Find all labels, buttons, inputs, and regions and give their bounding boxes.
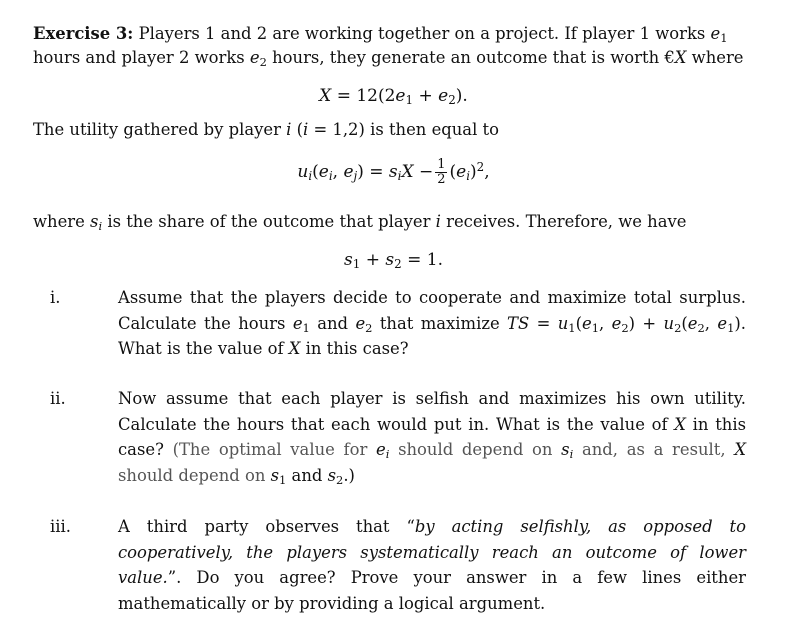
item-number-1: i. [50,288,61,307]
item-text-2: Now assume that each player is selfish and maximizes his own utility. Calculate the hours that each would put in. What is the value of X in this case? (The optimal value for $e_i$ should depend on $s_i$ and, as a result, X should depend on $s_1$ and $s_2$.) [118,389,746,487]
intro-text-a: Players 1 and 2 are working together on a project. If player 1 works [133,24,711,43]
item-text-3: A third party observes that “by acting selfishly, as opposed to cooperatively, the players systematically reach an outcome of lower value.”. Do you agree? Prove your answer in a few lines either mathematically or by providing a logical argument. [118,517,746,613]
fraction-half: $\frac{1}{2}$ [437,157,446,187]
share-intro: where $s_i$ is the share of the outcome that player i receives. Therefore, we have [33,212,687,233]
utility-intro: The utility gathered by player i (i = 1,2) is then equal to [33,120,499,139]
intro-text-c: hours, they generate an outcome that is worth € [266,48,675,67]
var-e1: $e_1$ [710,24,728,45]
intro-paragraph [33,22,753,70]
var-x: X [674,48,687,67]
equation-shares: $s_1 + s_2 = 1$. [344,250,443,271]
exercise-heading: Exercise 3: [33,24,134,43]
equation-utility: $u_i(e_i$, $e_j) = s_iX$ − $\frac{1}{2}$ $(e_i)^2$, [297,157,490,187]
item-number-3: iii. [50,517,71,536]
equation-outcome: $X = 12(2e_1 + e_2)$. [319,86,468,107]
var-e2: $e_2$ [249,48,267,69]
item-number-2: ii. [50,389,66,408]
item-text-1: Assume that the players decide to cooperate and maximize total surplus. Calculate the hours $e_1$ and $e_2$ that maximize TS = $u_1(e_1$, $e_2) + u_2(e_2$, $e_1$). What is the value of X in this case? [118,288,747,358]
intro-text-b: hours and player 2 works [33,48,250,67]
intro-text-d: where [686,48,744,67]
